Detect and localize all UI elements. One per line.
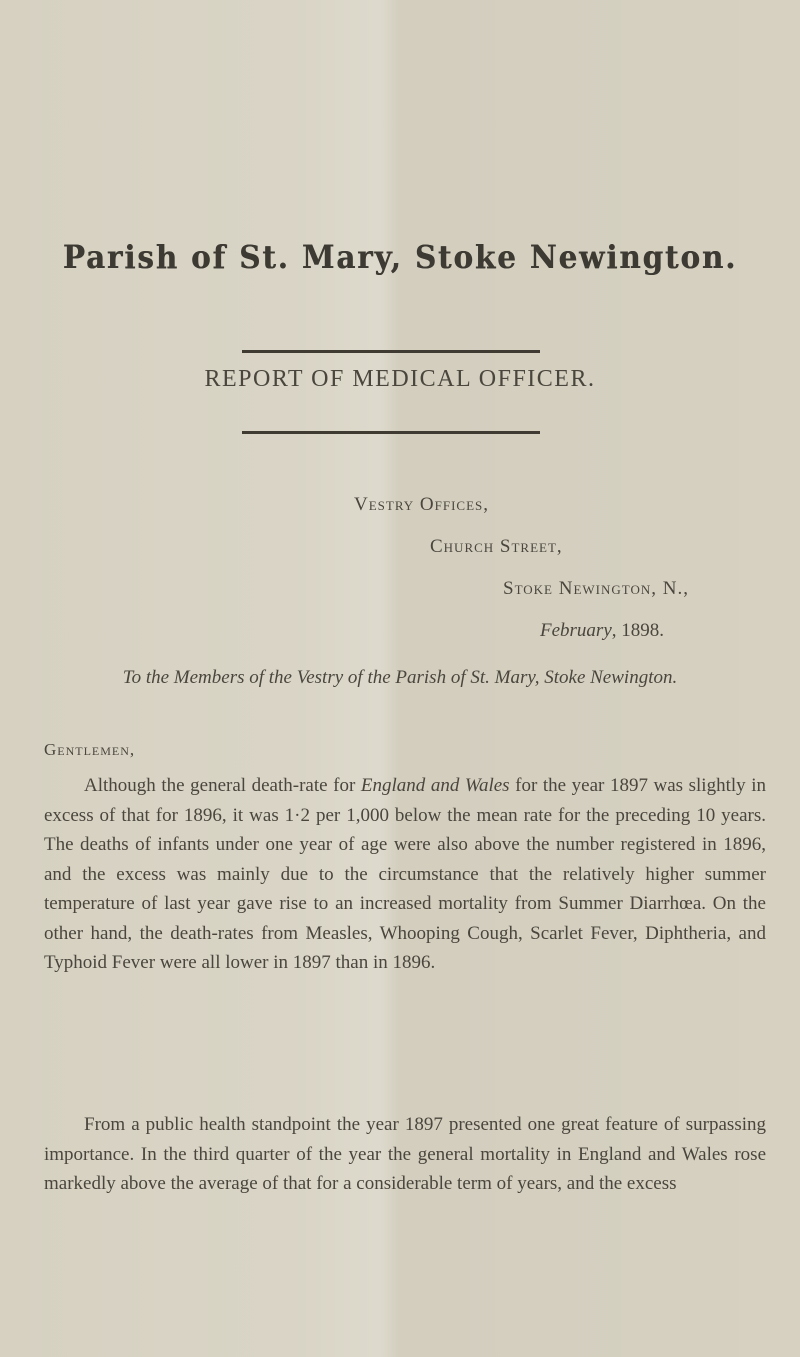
address-line-stoke-newington: Stoke Newington, N., (503, 578, 689, 599)
date-year: , 1898. (611, 620, 665, 641)
letter-date (540, 620, 664, 642)
address-line-vestry-offices: Vestry Offices, (354, 494, 490, 515)
addressee-line: To the Members of the Vestry of the Parish of St. Mary, Stoke Newington. (122, 667, 678, 688)
bottom-divider-rule (242, 431, 540, 434)
report-title: REPORT OF MEDICAL OFFICER. (204, 366, 596, 392)
para1-text-start: Although the general death-rate for (84, 775, 361, 796)
address-line-church-street: Church Street, (430, 536, 563, 557)
salutation: Gentlemen, (44, 740, 136, 759)
parish-title: Parish of St. Mary, Stoke Newington. (62, 238, 738, 276)
top-divider-rule (242, 350, 540, 353)
body-paragraph-1 (44, 771, 766, 978)
para1-text-rest: for the year 1897 was slightly in excess of that for 1896, it was 1·2 per 1,000 below the mean rate for the preceding 10 years. The deaths of infants under one year of age were also above the number registered in 1896, and the excess was mainly due to the circumstance that the relatively higher summer temperature of last year gave rise to an increased mortality from Summer Diarrhœa. On the other hand, the death-rates from Measles, Whooping Cough, Scarlet Fever, Diphtheria, and Typhoid Fever were all lower in 1897 than in 1896. (44, 775, 766, 973)
date-month: February (540, 620, 612, 641)
body-paragraph-2: From a public health standpoint the year 1897 presented one great feature of surpassing importance. In the third quarter of the year the general mortality in England and Wales rose markedly above the average of that for a considerable term of years, and the excess (44, 1114, 766, 1194)
para1-italic-england-wales: England and Wales (360, 775, 510, 796)
